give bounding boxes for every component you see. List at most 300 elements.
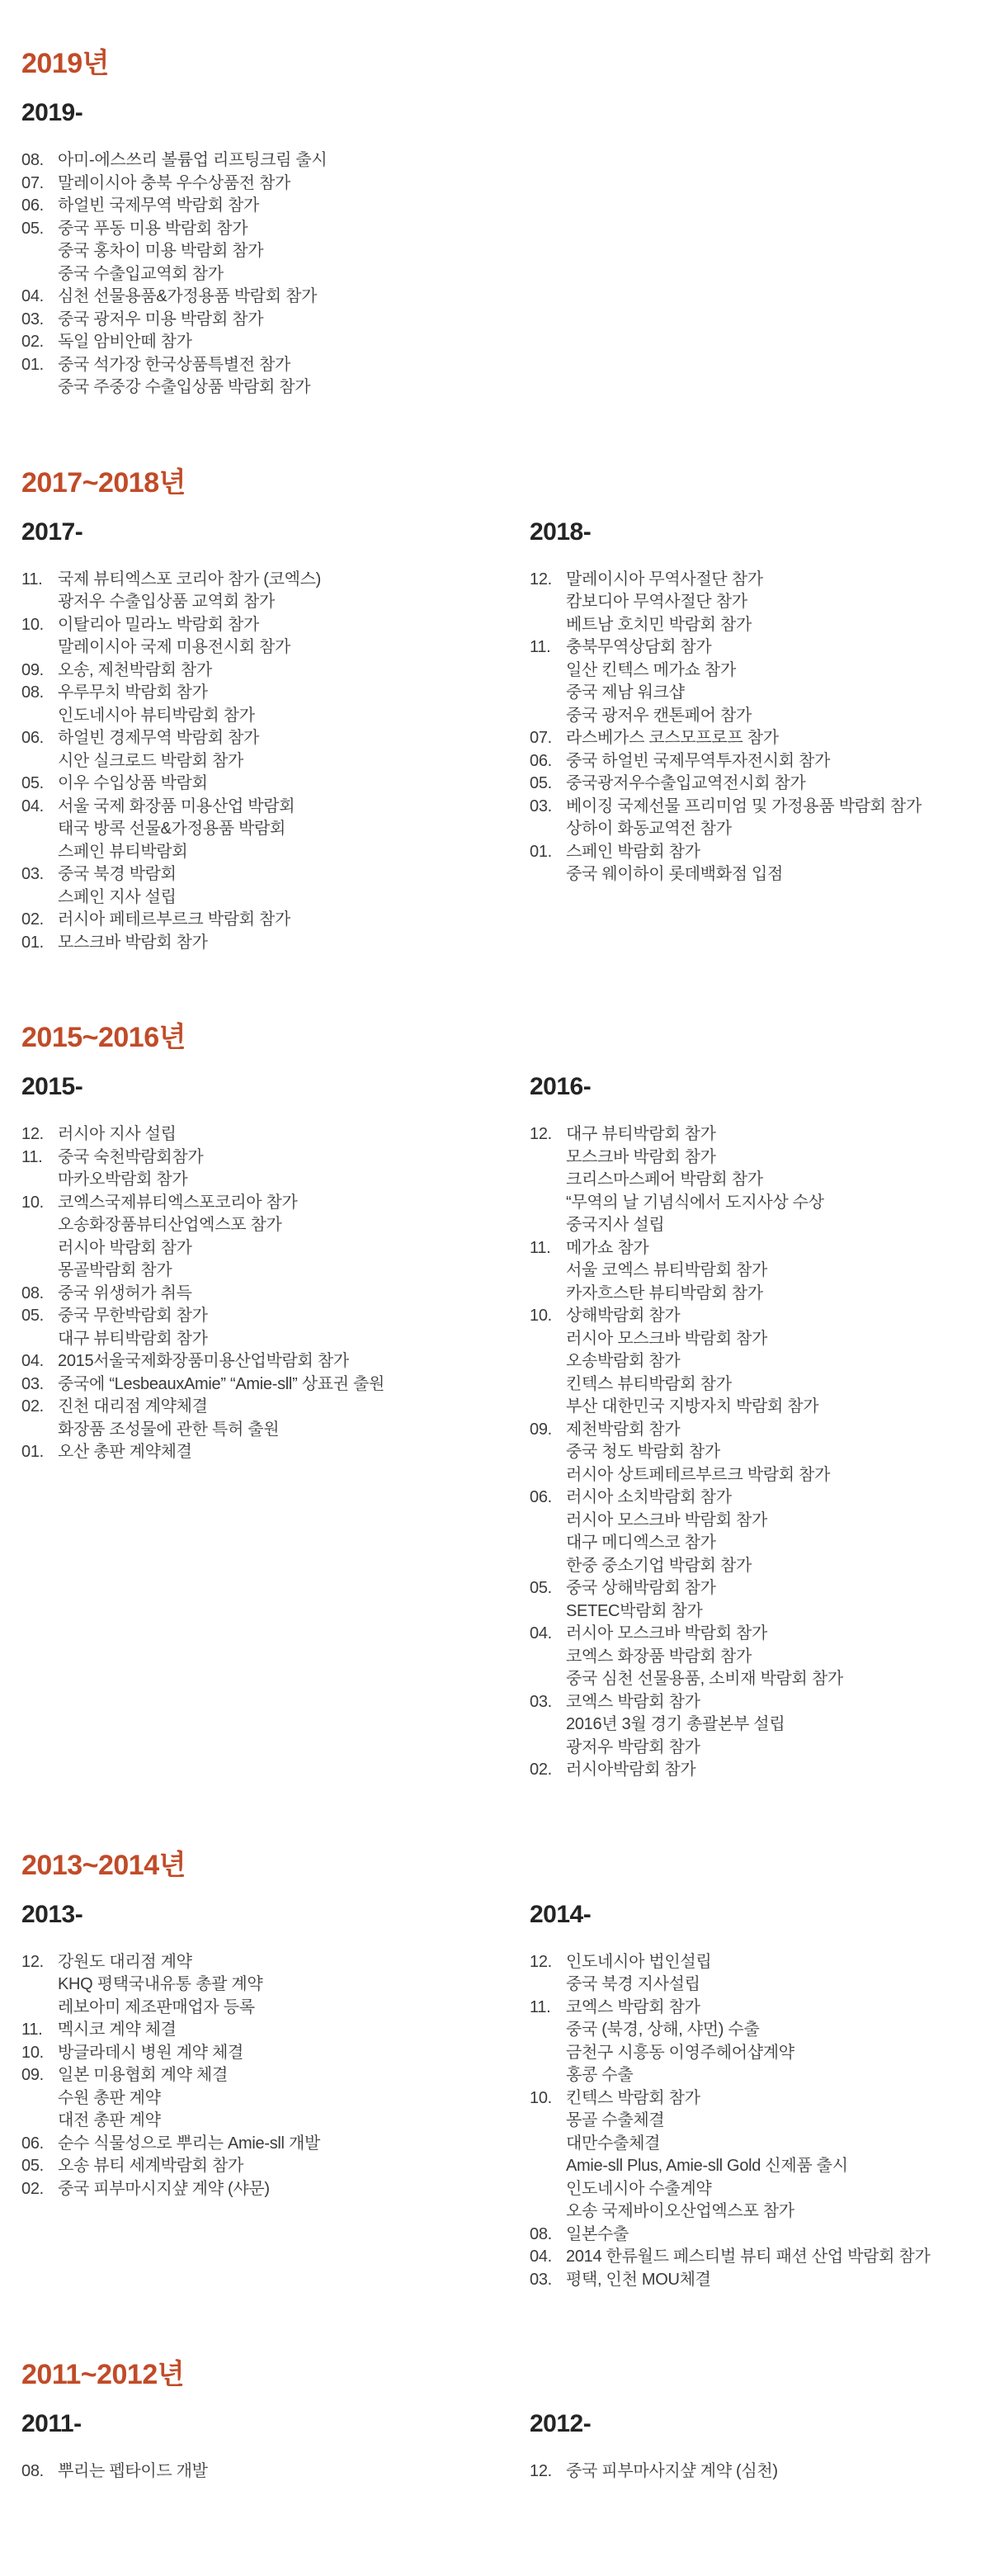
event-month: 06. (530, 1488, 552, 1507)
event-item (21, 569, 530, 614)
event-month: 08. (21, 1283, 44, 1302)
event-item (21, 682, 530, 727)
event-item (21, 2178, 530, 2201)
event-lines (58, 2042, 530, 2065)
event-line: 중국 북경 지사설립 (566, 1975, 700, 1994)
event-item (530, 2087, 965, 2224)
event-line: 평택, 인천 MOU체결 (566, 2270, 711, 2289)
event-lines (58, 173, 530, 196)
event-line: 말레이시아 무역사절단 참가 (566, 570, 763, 588)
event-month: 05. (530, 1579, 552, 1598)
event-item (21, 1192, 530, 1283)
event-item (530, 1759, 965, 1782)
event-item (530, 750, 965, 773)
event-month: 10. (21, 1193, 44, 1212)
event-line: 중국 제남 워크샵 (566, 683, 685, 702)
event-item (530, 2460, 965, 2484)
event-line: 대전 총판 계약 (58, 2111, 161, 2130)
event-lines (58, 1951, 530, 2020)
event-month: 05. (530, 774, 552, 793)
event-lines (566, 2224, 965, 2247)
event-line: 2014 한류월드 페스티벌 뷰티 패션 산업 박람회 참가 (566, 2248, 931, 2266)
event-lines (566, 727, 965, 750)
section-title: 2019년 (21, 48, 109, 79)
event-line: 하얼빈 경제무역 박람회 참가 (58, 729, 260, 748)
event-month: 05. (21, 219, 44, 238)
event-month: 03. (21, 865, 44, 884)
event-lines (58, 1373, 530, 1397)
event-item (21, 1373, 530, 1397)
event-line: “무역의 날 기념식에서 도지사상 수상 (566, 1193, 824, 1212)
section-columns (21, 2409, 965, 2484)
event-line: 제천박람회 참가 (566, 1420, 681, 1439)
event-item (530, 1305, 965, 1419)
year-label: 2016- (530, 1073, 592, 1101)
year-column (21, 2409, 530, 2484)
event-line: 중국 위생허가 취득 (58, 1283, 192, 1302)
event-lines (58, 149, 530, 173)
section-columns (21, 518, 965, 955)
event-month: 06. (21, 729, 44, 748)
event-item (21, 909, 530, 932)
event-line: 오송박람회 참가 (566, 1352, 681, 1371)
event-line: 인도네시아 수출계약 (566, 2179, 712, 2198)
event-line: 상하이 화동교역전 참가 (566, 820, 732, 839)
event-item (21, 354, 530, 399)
event-line: 말레이시아 충북 우수상품전 참가 (58, 173, 291, 192)
event-item (530, 1997, 965, 2087)
event-item (21, 2042, 530, 2065)
event-item (21, 1305, 530, 1350)
section-title: 2013~2014년 (21, 1849, 186, 1881)
event-line: 중국 청도 박람회 참가 (566, 1443, 720, 1462)
event-lines (58, 659, 530, 683)
event-month: 08. (21, 683, 44, 702)
event-item (21, 2019, 530, 2042)
event-lines (58, 863, 530, 909)
event-line: 아미-에스쓰리 볼륨업 리프팅크림 출시 (58, 151, 328, 170)
event-month: 03. (530, 2270, 552, 2289)
event-lines (566, 1951, 965, 1997)
event-line: 코엑스국제뷰티엑스포코리아 참가 (58, 1193, 298, 1212)
event-line: 마카오박람회 참가 (58, 1170, 188, 1189)
event-item (530, 1123, 965, 1237)
event-lines (566, 1577, 965, 1623)
event-month: 10. (21, 615, 44, 634)
event-line: 모스크바 박람회 참가 (566, 1147, 716, 1166)
event-line: 중국지사 설립 (566, 1216, 665, 1235)
event-month: 06. (21, 196, 44, 215)
event-line: 광저우 수출입상품 교역회 참가 (58, 593, 276, 612)
event-month: 08. (530, 2224, 552, 2243)
event-line: 인도네시아 법인설립 (566, 1952, 712, 1971)
event-line: 대구 뷰티박람회 참가 (566, 1125, 716, 1144)
event-line: 라스베가스 코스모프로프 참가 (566, 729, 779, 748)
event-line: 코엑스 박람회 참가 (566, 1997, 700, 2016)
event-line: 이우 수입상품 박람회 (58, 774, 208, 793)
event-month: 03. (21, 1374, 44, 1393)
event-item (21, 796, 530, 864)
event-line: 수원 총판 계약 (58, 2088, 161, 2107)
history-section (21, 467, 965, 955)
year-column (21, 518, 530, 955)
event-line: 크리스마스페어 박람회 참가 (566, 1170, 763, 1189)
event-month: 08. (21, 151, 44, 170)
event-line: 중국 홍차이 미용 박람회 참가 (58, 242, 264, 261)
event-line: 몽골박람회 참가 (58, 1261, 172, 1280)
event-line: 태국 방콕 선물&가정용품 박람회 (58, 820, 286, 839)
event-lines (58, 218, 530, 286)
event-line: 방글라데시 병원 계약 체결 (58, 2043, 243, 2062)
event-list (21, 149, 530, 399)
event-lines (566, 841, 965, 886)
event-item (530, 569, 965, 637)
event-lines (58, 773, 530, 796)
year-label: 2019- (21, 99, 83, 127)
event-line: 독일 암비안떼 참가 (58, 333, 192, 352)
event-line: 진천 대리점 계약체결 (58, 1397, 208, 1416)
event-lines (58, 2460, 530, 2484)
event-line: 중국 (북경, 상해, 샤먼) 수출 (566, 2021, 760, 2040)
event-item (530, 2269, 965, 2292)
section-title: 2017~2018년 (21, 466, 186, 499)
event-month: 12. (530, 570, 552, 588)
event-month: 02. (21, 2179, 44, 2198)
year-column (530, 518, 965, 886)
event-line: 상해박람회 참가 (566, 1307, 681, 1326)
event-line: 러시아 모스크바 박람회 참가 (566, 1329, 768, 1348)
event-line: 중국 웨이하이 롯데백화점 입점 (566, 865, 784, 884)
year-column (21, 1072, 530, 1464)
event-item (21, 614, 530, 659)
event-line: 레보아미 제조판매업자 등록 (58, 1997, 255, 2016)
year-column (21, 98, 530, 399)
history-section (21, 1850, 965, 2292)
event-item (21, 286, 530, 309)
event-line: 중국 수출입교역회 참가 (58, 264, 224, 283)
event-lines (566, 569, 965, 637)
event-line: 중국 무한박람회 참가 (58, 1307, 208, 1326)
event-line: 코엑스 박람회 참가 (566, 1692, 700, 1711)
event-line: 일산 킨텍스 메가쇼 참가 (566, 660, 736, 679)
event-month: 02. (21, 910, 44, 929)
event-item (21, 2064, 530, 2133)
event-line: SETEC박람회 참가 (566, 1601, 703, 1620)
event-month: 12. (530, 2462, 552, 2481)
event-month: 03. (530, 796, 552, 815)
event-item (21, 2155, 530, 2178)
event-item (21, 309, 530, 332)
event-item (21, 863, 530, 909)
event-lines (58, 1396, 530, 1441)
event-line: 몽골 수출체결 (566, 2111, 665, 2130)
section-columns (21, 1072, 965, 1782)
event-item (21, 331, 530, 354)
event-lines (566, 1487, 965, 1577)
event-item (530, 2246, 965, 2269)
event-line: 오송 뷰티 세계박람회 참가 (58, 2157, 243, 2176)
event-month: 11. (530, 638, 551, 657)
event-lines (58, 796, 530, 864)
event-line: 러시아 모스크바 박람회 참가 (566, 1624, 768, 1643)
event-month: 12. (530, 1125, 552, 1144)
event-month: 01. (21, 933, 44, 952)
event-lines (566, 1237, 965, 1306)
event-line: 말레이시아 국제 미용전시회 참가 (58, 638, 291, 657)
event-month: 08. (21, 2462, 44, 2481)
event-item (530, 636, 965, 727)
event-item (21, 195, 530, 218)
event-line: 우루무치 박람회 참가 (58, 683, 208, 702)
event-list (21, 1951, 530, 2201)
event-lines (566, 2460, 965, 2484)
event-lines (58, 1192, 530, 1283)
event-month: 11. (21, 1147, 43, 1166)
event-line: 러시아 모스크바 박람회 참가 (566, 1510, 768, 1529)
event-lines (58, 614, 530, 659)
event-line: 부산 대한민국 지방자치 박람회 참가 (566, 1397, 819, 1416)
event-line: 하얼빈 국제무역 박람회 참가 (58, 196, 260, 215)
event-lines (58, 331, 530, 354)
event-month: 10. (530, 1307, 552, 1326)
event-month: 09. (21, 660, 44, 679)
event-lines (58, 2133, 530, 2156)
event-list (530, 1123, 965, 1782)
event-lines (58, 2064, 530, 2133)
event-lines (566, 2269, 965, 2292)
event-month: 12. (21, 1125, 44, 1144)
event-lines (566, 750, 965, 773)
event-list (21, 569, 530, 955)
event-lines (566, 1305, 965, 1419)
event-lines (58, 2019, 530, 2042)
event-item (21, 773, 530, 796)
event-line: 중국 하얼빈 국제무역투자전시회 참가 (566, 751, 831, 770)
event-month: 11. (21, 570, 43, 588)
event-lines (566, 1419, 965, 1487)
event-month: 06. (21, 2134, 44, 2153)
event-line: 러시아 페테르부르크 박람회 참가 (58, 910, 291, 929)
event-list (530, 2460, 965, 2484)
event-line: 이탈리아 밀라노 박람회 참가 (58, 615, 260, 634)
event-line: 중국 푸동 미용 박람회 참가 (58, 219, 248, 238)
event-line: 러시아 지사 설립 (58, 1125, 177, 1144)
event-lines (58, 1146, 530, 1192)
event-line: 스페인 뷰티박람회 (58, 842, 188, 861)
event-line: 중국 석가장 한국상품특별전 참가 (58, 355, 291, 374)
event-line: 러시아 상트페테르부르크 박람회 참가 (566, 1465, 831, 1484)
event-month: 05. (21, 2157, 44, 2176)
event-line: 국제 뷰티엑스포 코리아 참가 (코엑스) (58, 570, 322, 588)
event-line: 화장품 조성물에 관한 특허 출원 (58, 1420, 280, 1439)
event-lines (58, 682, 530, 727)
history-section (21, 2359, 965, 2484)
event-month: 07. (21, 173, 44, 192)
event-lines (58, 909, 530, 932)
event-line: 서울 국제 화장품 미용산업 박람회 (58, 796, 295, 815)
section-title: 2015~2016년 (21, 1022, 186, 1054)
year-label: 2017- (21, 518, 83, 546)
event-line: 베트남 호치민 박람회 참가 (566, 615, 752, 634)
event-lines (58, 1283, 530, 1306)
event-item (21, 1123, 530, 1146)
event-lines (566, 1691, 965, 1760)
event-line: 베이징 국제선물 프리미엄 및 가정용품 박람회 참가 (566, 796, 922, 815)
year-label: 2015- (21, 1073, 83, 1101)
event-list (21, 1123, 530, 1464)
event-line: 러시아 소치박람회 참가 (566, 1488, 732, 1507)
event-line: 캄보디아 무역사절단 참가 (566, 593, 747, 612)
event-lines (566, 636, 965, 727)
event-line: 한중 중소기업 박람회 참가 (566, 1556, 752, 1575)
event-lines (58, 309, 530, 332)
event-lines (566, 773, 965, 796)
event-line: 멕시코 계약 체결 (58, 2021, 177, 2040)
event-item (530, 2224, 965, 2247)
event-line: 중국 피부마시지샾 계약 (샤문) (58, 2179, 270, 2198)
event-month: 07. (530, 729, 552, 748)
event-month: 11. (21, 2021, 43, 2040)
event-month: 04. (530, 1624, 552, 1643)
event-line: 강원도 대리점 계약 (58, 1952, 192, 1971)
event-line: 러시아 박람회 참가 (58, 1238, 192, 1257)
event-line: 중국 피부마사지샾 계약 (심천) (566, 2462, 778, 2481)
event-month: 09. (530, 1420, 552, 1439)
event-line: 대구 뷰티박람회 참가 (58, 1329, 208, 1348)
event-month: 09. (21, 2066, 44, 2085)
event-line: 러시아박람회 참가 (566, 1761, 696, 1780)
event-lines (58, 1123, 530, 1146)
event-list (530, 569, 965, 886)
event-line: 시안 실크로드 박람회 참가 (58, 751, 243, 770)
event-line: 오송화장품뷰티산업엑스포 참가 (58, 1216, 282, 1235)
event-month: 12. (530, 1952, 552, 1971)
event-item (21, 2460, 530, 2484)
event-line: 중국 북경 박람회 (58, 865, 177, 884)
event-item (530, 1577, 965, 1623)
event-line: KHQ 평택국내유통 총괄 계약 (58, 1975, 263, 1994)
year-label: 2011- (21, 2410, 82, 2438)
event-lines (566, 796, 965, 841)
event-month: 05. (21, 1307, 44, 1326)
event-line: 인도네시아 뷰티박람회 참가 (58, 706, 255, 725)
event-lines (58, 932, 530, 955)
event-item (21, 149, 530, 173)
event-item (530, 1487, 965, 1577)
event-item (530, 1237, 965, 1306)
section-columns (21, 1900, 965, 2292)
event-month: 03. (21, 310, 44, 328)
event-line: 2015서울국제화장품미용산업박람회 참가 (58, 1352, 349, 1371)
event-item (21, 932, 530, 955)
event-month: 06. (530, 751, 552, 770)
year-column (530, 2409, 965, 2484)
event-line: 모스크바 박람회 참가 (58, 933, 208, 952)
event-lines (58, 2178, 530, 2201)
event-lines (58, 286, 530, 309)
event-lines (58, 1305, 530, 1350)
event-item (21, 727, 530, 773)
event-month: 02. (21, 333, 44, 352)
event-item (21, 1350, 530, 1373)
section-title: 2011~2012년 (21, 2359, 185, 2391)
event-lines (58, 569, 530, 614)
event-lines (58, 1441, 530, 1464)
event-item (530, 1623, 965, 1691)
event-line: 킨텍스 박람회 참가 (566, 2088, 700, 2107)
event-lines (58, 195, 530, 218)
event-lines (566, 1759, 965, 1782)
event-line: 충북무역상담회 참가 (566, 638, 712, 657)
event-month: 12. (21, 1952, 44, 1971)
event-line: 일본수출 (566, 2224, 629, 2243)
event-line: 오산 총판 계약체결 (58, 1443, 192, 1462)
event-line: 광저우 박람회 참가 (566, 1737, 700, 1756)
event-item (530, 773, 965, 796)
event-line: 일본 미용협회 계약 체결 (58, 2066, 228, 2085)
event-line: 금천구 시흥동 이영주헤어샵계약 (566, 2043, 794, 2062)
event-line: 중국에 “LesbeauxAmie” “Amie-sll” 상표권 출원 (58, 1374, 385, 1393)
event-item (530, 727, 965, 750)
event-line: 중국광저우수출입교역전시회 참가 (566, 774, 806, 793)
event-lines (566, 1123, 965, 1237)
event-month: 10. (21, 2043, 44, 2062)
event-month: 01. (530, 842, 552, 861)
event-line: 중국 주중강 수출입상품 박람회 참가 (58, 378, 311, 397)
event-line: 카자흐스탄 뷰티박람회 참가 (566, 1283, 763, 1302)
event-line: 대만수출체결 (566, 2134, 661, 2153)
event-item (21, 173, 530, 196)
event-item (530, 841, 965, 886)
event-item (530, 796, 965, 841)
event-month: 01. (21, 1443, 44, 1462)
event-item (21, 218, 530, 286)
event-month: 01. (21, 355, 44, 374)
event-item (530, 1419, 965, 1487)
event-month: 04. (530, 2248, 552, 2266)
event-line: 대구 메디엑스코 참가 (566, 1534, 716, 1553)
event-item (21, 2133, 530, 2156)
year-label: 2014- (530, 1900, 592, 1928)
event-item (21, 1283, 530, 1306)
event-lines (566, 1997, 965, 2087)
event-line: 스페인 박람회 참가 (566, 842, 700, 861)
event-month: 11. (530, 1997, 551, 2016)
event-item (530, 1691, 965, 1760)
event-month: 04. (21, 796, 44, 815)
event-line: 홍콩 수출 (566, 2066, 634, 2085)
event-month: 02. (530, 1761, 552, 1780)
event-item (21, 659, 530, 683)
history-section (21, 1022, 965, 1782)
event-lines (566, 2246, 965, 2269)
event-line: 중국 광저우 캔톤페어 참가 (566, 706, 752, 725)
year-column (21, 1900, 530, 2201)
event-item (530, 1951, 965, 1997)
event-item (21, 1146, 530, 1192)
year-column (530, 1900, 965, 2292)
event-lines (58, 354, 530, 399)
event-month: 05. (21, 774, 44, 793)
event-line: 뿌리는 펩타이드 개발 (58, 2462, 208, 2481)
section-columns (21, 98, 965, 399)
event-line: 중국 심천 선물용품, 소비재 박람회 참가 (566, 1670, 843, 1689)
event-lines (58, 727, 530, 773)
event-month: 04. (21, 287, 44, 306)
event-lines (58, 2155, 530, 2178)
event-month: 03. (530, 1692, 552, 1711)
event-month: 02. (21, 1397, 44, 1416)
